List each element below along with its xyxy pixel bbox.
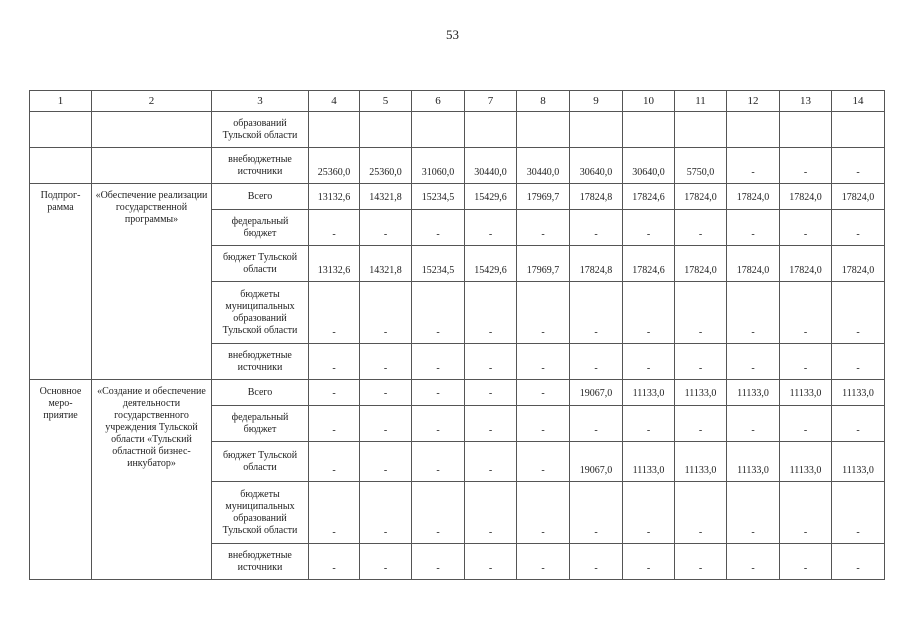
value-cell: - bbox=[412, 482, 465, 544]
value-cell: - bbox=[570, 282, 623, 344]
header-cell: 2 bbox=[92, 91, 212, 112]
value-cell: 15429,6 bbox=[465, 246, 517, 282]
value-cell: - bbox=[675, 344, 727, 380]
funding-source-cell: бюджет Тульской области bbox=[212, 442, 309, 482]
value-cell: - bbox=[517, 380, 570, 406]
value-cell: - bbox=[727, 406, 780, 442]
header-cell: 12 bbox=[727, 91, 780, 112]
value-cell: - bbox=[412, 344, 465, 380]
value-cell: 11133,0 bbox=[675, 442, 727, 482]
value-cell: - bbox=[623, 344, 675, 380]
value-cell: - bbox=[675, 282, 727, 344]
value-cell: - bbox=[360, 210, 412, 246]
funding-source-cell: внебюджетные источники bbox=[212, 344, 309, 380]
value-cell: - bbox=[517, 282, 570, 344]
value-cell: - bbox=[623, 544, 675, 580]
value-cell: - bbox=[780, 544, 832, 580]
value-cell: - bbox=[780, 344, 832, 380]
table-row bbox=[30, 148, 885, 184]
value-cell: 11133,0 bbox=[780, 380, 832, 406]
table-row bbox=[30, 112, 885, 148]
value-cell: - bbox=[727, 544, 780, 580]
funding-source-cell: Всего bbox=[212, 380, 309, 406]
row-type-cell: Основное меро- приятие bbox=[30, 380, 92, 580]
header-cell: 11 bbox=[675, 91, 727, 112]
value-cell: 31060,0 bbox=[412, 148, 465, 184]
value-cell: 14321,8 bbox=[360, 184, 412, 210]
value-cell bbox=[465, 112, 517, 148]
value-cell bbox=[360, 112, 412, 148]
value-cell: 17824,0 bbox=[832, 184, 885, 210]
value-cell: - bbox=[832, 544, 885, 580]
value-cell bbox=[675, 112, 727, 148]
value-cell: 17824,0 bbox=[675, 184, 727, 210]
row-name-cell: «Создание и обеспечение деятельности государственного учреждения Тульской области «Тульский областной бизнес-инкубатор» bbox=[92, 380, 212, 580]
value-cell: - bbox=[570, 482, 623, 544]
value-cell: - bbox=[517, 344, 570, 380]
value-cell: 15234,5 bbox=[412, 246, 465, 282]
value-cell: - bbox=[360, 282, 412, 344]
value-cell: - bbox=[623, 406, 675, 442]
value-cell: - bbox=[727, 344, 780, 380]
value-cell: - bbox=[360, 544, 412, 580]
value-cell: 11133,0 bbox=[727, 380, 780, 406]
value-cell: - bbox=[675, 544, 727, 580]
value-cell: 19067,0 bbox=[570, 380, 623, 406]
table-row bbox=[30, 184, 885, 210]
value-cell: - bbox=[570, 544, 623, 580]
funding-source-cell: федеральный бюджет bbox=[212, 406, 309, 442]
value-cell: 17969,7 bbox=[517, 184, 570, 210]
value-cell: - bbox=[570, 210, 623, 246]
funding-source-cell: федеральный бюджет bbox=[212, 210, 309, 246]
value-cell: - bbox=[412, 544, 465, 580]
value-cell: - bbox=[727, 282, 780, 344]
value-cell: - bbox=[465, 344, 517, 380]
value-cell: 15429,6 bbox=[465, 184, 517, 210]
value-cell: - bbox=[412, 210, 465, 246]
funding-source-cell: внебюджетные источники bbox=[212, 148, 309, 184]
value-cell: 11133,0 bbox=[780, 442, 832, 482]
row-name-cell: «Обеспечение реализации государственной программы» bbox=[92, 184, 212, 380]
value-cell: 14321,8 bbox=[360, 246, 412, 282]
value-cell: - bbox=[623, 210, 675, 246]
value-cell bbox=[623, 112, 675, 148]
funding-source-cell: Всего bbox=[212, 184, 309, 210]
value-cell: - bbox=[623, 282, 675, 344]
value-cell: - bbox=[412, 282, 465, 344]
value-cell: - bbox=[412, 406, 465, 442]
value-cell: - bbox=[675, 406, 727, 442]
value-cell: - bbox=[517, 210, 570, 246]
value-cell: 11133,0 bbox=[623, 442, 675, 482]
value-cell bbox=[832, 112, 885, 148]
header-cell: 5 bbox=[360, 91, 412, 112]
value-cell: - bbox=[465, 482, 517, 544]
value-cell: 11133,0 bbox=[675, 380, 727, 406]
value-cell: - bbox=[727, 210, 780, 246]
value-cell: - bbox=[360, 344, 412, 380]
value-cell: - bbox=[832, 406, 885, 442]
value-cell: - bbox=[412, 380, 465, 406]
value-cell: - bbox=[780, 210, 832, 246]
value-cell: - bbox=[780, 282, 832, 344]
value-cell: - bbox=[570, 406, 623, 442]
value-cell: - bbox=[309, 442, 360, 482]
value-cell: 11133,0 bbox=[832, 442, 885, 482]
header-cell: 6 bbox=[412, 91, 465, 112]
value-cell: - bbox=[309, 482, 360, 544]
funding-source-cell: бюджеты муниципальных образований Тульской области bbox=[212, 282, 309, 344]
value-cell: 17824,0 bbox=[832, 246, 885, 282]
value-cell: - bbox=[309, 380, 360, 406]
value-cell: 17824,0 bbox=[780, 246, 832, 282]
header-cell: 3 bbox=[212, 91, 309, 112]
value-cell: - bbox=[832, 282, 885, 344]
row-name-cell bbox=[92, 112, 212, 148]
row-type-cell bbox=[30, 112, 92, 148]
value-cell: 17824,0 bbox=[727, 184, 780, 210]
value-cell bbox=[412, 112, 465, 148]
value-cell bbox=[309, 112, 360, 148]
value-cell: 19067,0 bbox=[570, 442, 623, 482]
header-cell: 13 bbox=[780, 91, 832, 112]
value-cell: - bbox=[675, 482, 727, 544]
value-cell: 17824,8 bbox=[570, 184, 623, 210]
value-cell: 11133,0 bbox=[727, 442, 780, 482]
value-cell: 25360,0 bbox=[360, 148, 412, 184]
value-cell: - bbox=[727, 148, 780, 184]
header-cell: 8 bbox=[517, 91, 570, 112]
value-cell bbox=[517, 112, 570, 148]
value-cell bbox=[570, 112, 623, 148]
value-cell: 17969,7 bbox=[517, 246, 570, 282]
row-type-cell bbox=[30, 148, 92, 184]
funding-source-cell: бюджет Тульской области bbox=[212, 246, 309, 282]
table-row bbox=[30, 380, 885, 406]
value-cell: 30640,0 bbox=[623, 148, 675, 184]
funding-source-cell: бюджеты муниципальных образований Тульской области bbox=[212, 482, 309, 544]
funding-source-cell: образований Тульской области bbox=[212, 112, 309, 148]
budget-table bbox=[29, 90, 885, 580]
value-cell: - bbox=[832, 210, 885, 246]
value-cell: 11133,0 bbox=[832, 380, 885, 406]
value-cell: 17824,6 bbox=[623, 246, 675, 282]
value-cell: - bbox=[465, 544, 517, 580]
value-cell: - bbox=[309, 544, 360, 580]
header-cell: 7 bbox=[465, 91, 517, 112]
header-cell: 1 bbox=[30, 91, 92, 112]
value-cell: - bbox=[309, 344, 360, 380]
value-cell: 17824,0 bbox=[727, 246, 780, 282]
value-cell: - bbox=[570, 344, 623, 380]
value-cell: - bbox=[465, 210, 517, 246]
header-cell: 4 bbox=[309, 91, 360, 112]
value-cell: - bbox=[832, 344, 885, 380]
value-cell: - bbox=[727, 482, 780, 544]
value-cell: - bbox=[780, 482, 832, 544]
value-cell: 30640,0 bbox=[570, 148, 623, 184]
value-cell: 30440,0 bbox=[517, 148, 570, 184]
value-cell: - bbox=[832, 482, 885, 544]
value-cell: 13132,6 bbox=[309, 246, 360, 282]
value-cell: - bbox=[465, 442, 517, 482]
header-cell: 9 bbox=[570, 91, 623, 112]
header-cell: 10 bbox=[623, 91, 675, 112]
value-cell: 17824,6 bbox=[623, 184, 675, 210]
value-cell: 17824,0 bbox=[675, 246, 727, 282]
value-cell: - bbox=[780, 406, 832, 442]
value-cell: 17824,8 bbox=[570, 246, 623, 282]
value-cell: - bbox=[780, 148, 832, 184]
value-cell: - bbox=[309, 210, 360, 246]
value-cell: - bbox=[309, 406, 360, 442]
value-cell: 13132,6 bbox=[309, 184, 360, 210]
row-name-cell bbox=[92, 148, 212, 184]
value-cell: - bbox=[517, 442, 570, 482]
funding-source-cell: внебюджетные источники bbox=[212, 544, 309, 580]
value-cell bbox=[727, 112, 780, 148]
value-cell: - bbox=[675, 210, 727, 246]
header-cell: 14 bbox=[832, 91, 885, 112]
value-cell: - bbox=[309, 282, 360, 344]
value-cell: - bbox=[465, 380, 517, 406]
value-cell: - bbox=[517, 406, 570, 442]
value-cell: - bbox=[832, 148, 885, 184]
value-cell: - bbox=[412, 442, 465, 482]
table-header-row bbox=[30, 91, 885, 112]
value-cell: - bbox=[360, 380, 412, 406]
value-cell: 5750,0 bbox=[675, 148, 727, 184]
value-cell: - bbox=[517, 482, 570, 544]
value-cell bbox=[780, 112, 832, 148]
value-cell: - bbox=[465, 282, 517, 344]
value-cell: - bbox=[360, 406, 412, 442]
value-cell: 17824,0 bbox=[780, 184, 832, 210]
value-cell: - bbox=[360, 442, 412, 482]
value-cell: 11133,0 bbox=[623, 380, 675, 406]
value-cell: - bbox=[360, 482, 412, 544]
value-cell: 30440,0 bbox=[465, 148, 517, 184]
value-cell: 25360,0 bbox=[309, 148, 360, 184]
value-cell: - bbox=[465, 406, 517, 442]
row-type-cell: Подпрог- рамма bbox=[30, 184, 92, 380]
value-cell: 15234,5 bbox=[412, 184, 465, 210]
value-cell: - bbox=[517, 544, 570, 580]
page-number: 53 bbox=[446, 27, 459, 42]
value-cell: - bbox=[623, 482, 675, 544]
